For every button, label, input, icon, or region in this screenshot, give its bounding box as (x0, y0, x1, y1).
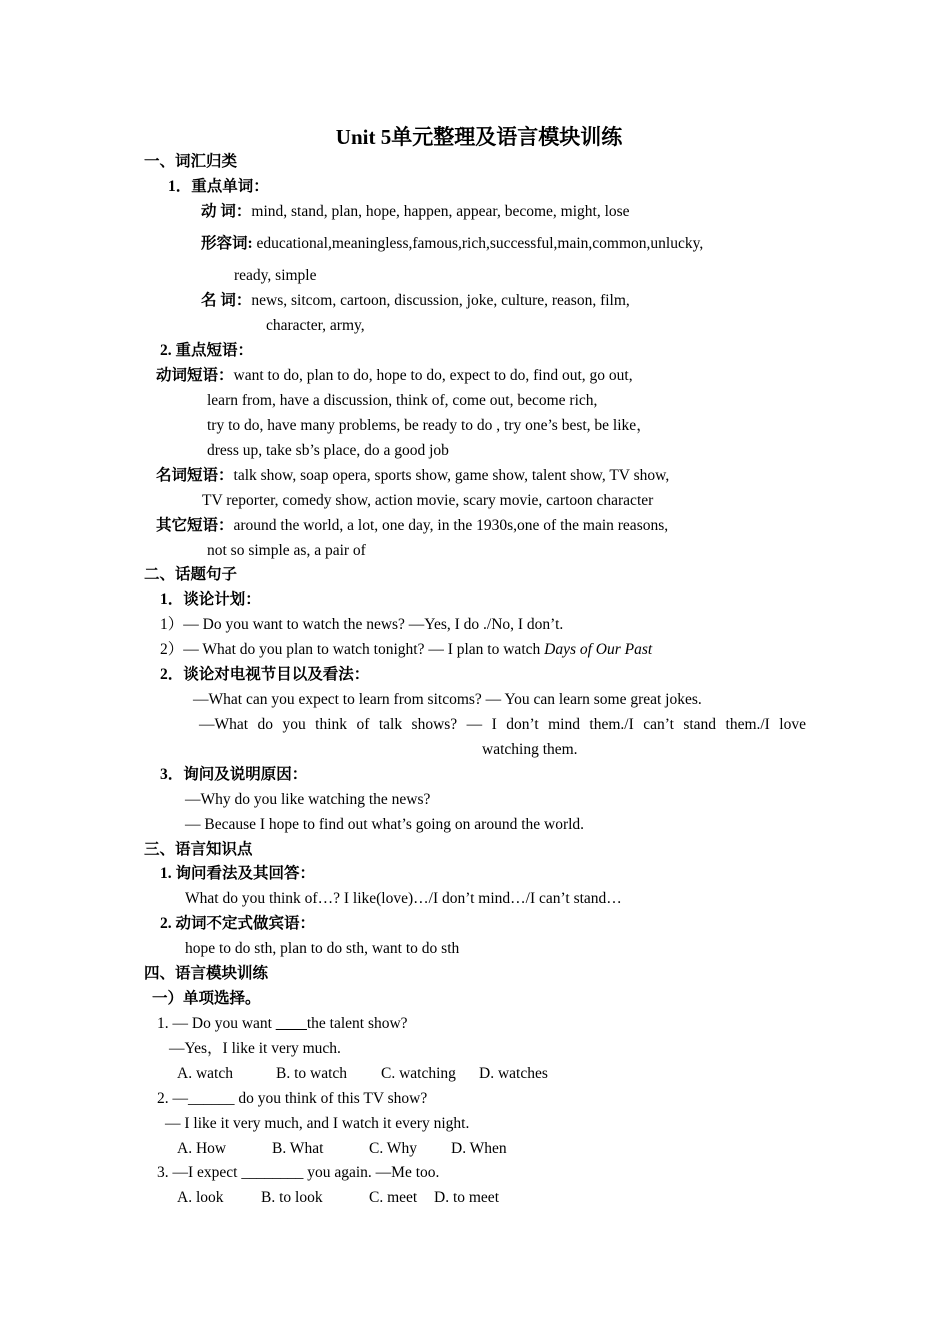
key-words-heading: 1．重点单词： (168, 178, 269, 195)
other-phrases-label: 其它短语： (156, 517, 234, 534)
noun-phrases-cont: TV reporter, comedy show, action movie, scary movie, cartoon character (202, 492, 654, 509)
question-2: 2. —______ do you think of this TV show? (157, 1090, 428, 1107)
nouns-text-cont: character, army, (266, 317, 365, 334)
question-3-option-b: B. to look (261, 1189, 323, 1206)
question-1-response: —Yes，I like it very much. (169, 1040, 341, 1057)
section-1-heading: 一、词汇归类 (144, 153, 238, 170)
other-phrases-line (156, 516, 668, 536)
nouns-label: 名 词： (201, 292, 252, 309)
topic-reasons-line-2: — Because I hope to find out what’s going on around the world. (185, 816, 585, 833)
question-3-option-a: A. look (177, 1189, 224, 1206)
knowledge-1-text: What do you think of…? I like(love)…/I don’t mind…/I can’t stand… (185, 890, 622, 907)
adjectives-text: educational,meaningless,famous,rich,successful,main,common,unlucky, (252, 235, 704, 252)
adjectives-label: 形容词: (201, 235, 253, 252)
topic-opinions-line-3: watching them. (482, 741, 578, 758)
verb-phrases-line (156, 366, 633, 386)
knowledge-2-heading: 2. 动词不定式做宾语： (160, 915, 316, 932)
verb-phrases-text: want to do, plan to do, hope to do, expect to do, find out, go out, (233, 367, 633, 384)
topic-reasons-line-1: —Why do you like watching the news? (185, 791, 431, 808)
section-4-heading: 四、语言模块训练 (144, 965, 269, 982)
other-phrases-cont: not so simple as, a pair of (207, 542, 366, 559)
page-title: Unit 5单元整理及语言模块训练 (335, 125, 623, 149)
topic-plans-line-2-text: 2）— What do you plan to watch tonight? — I plan to watch (160, 641, 545, 658)
topic-opinions-line-1: —What can you expect to learn from sitcoms? — You can learn some great jokes. (193, 691, 702, 708)
question-1-option-d: D. watches (479, 1065, 548, 1082)
question-2-option-c: C. Why (369, 1140, 417, 1157)
noun-phrases-text: talk show, soap opera, sports show, game show, talent show, TV show, (233, 467, 670, 484)
verb-phrases-cont-1: learn from, have a discussion, think of, come out, become rich, (207, 392, 598, 409)
question-1-option-a: A. watch (177, 1065, 233, 1082)
verbs-label: 动 词： (201, 203, 252, 220)
question-2-option-a: A. How (177, 1140, 227, 1157)
question-2-option-d: D. When (451, 1140, 507, 1157)
topic-plans-heading: 1．谈论计划： (160, 591, 261, 608)
noun-phrases-line (156, 466, 669, 486)
question-2-option-b: B. What (272, 1140, 324, 1157)
verbs-line (201, 202, 630, 222)
section-2-heading: 二、话题句子 (144, 566, 238, 583)
question-3-option-c: C. meet (369, 1189, 418, 1206)
verbs-text: mind, stand, plan, hope, happen, appear, become, might, lose (251, 203, 630, 220)
question-1-blank: ____ (275, 1015, 307, 1032)
noun-phrases-label: 名词短语： (156, 467, 234, 484)
show-title: Days of Our Past (544, 641, 653, 658)
question-2-response: — I like it very much, and I watch it every night. (165, 1115, 470, 1132)
topic-plans-line-1: 1）— Do you want to watch the news? —Yes, I do ./No, I don’t. (160, 616, 564, 633)
adjectives-line (201, 234, 703, 254)
multiple-choice-heading: 一）单项选择。 (152, 990, 261, 1007)
question-1 (157, 1014, 408, 1034)
verb-phrases-label: 动词短语： (156, 367, 234, 384)
topic-plans-line-2 (160, 640, 652, 660)
topic-opinions-line-2: —What do you think of talk shows? — I don’t mind them./I can’t stand them./I love (199, 716, 806, 733)
topic-opinions-heading: 2．谈论对电视节目以及看法： (160, 666, 370, 683)
nouns-text: news, sitcom, cartoon, discussion, joke, culture, reason, film, (251, 292, 630, 309)
question-1-suffix: the talent show? (306, 1015, 408, 1032)
question-1-option-c: C. watching (381, 1065, 456, 1082)
question-1-prefix: 1. — Do you want (157, 1015, 276, 1032)
knowledge-2-text: hope to do sth, plan to do sth, want to do sth (185, 940, 460, 957)
key-phrases-heading: 2. 重点短语： (160, 342, 254, 359)
nouns-line (201, 291, 630, 311)
adjectives-text-cont: ready, simple (234, 267, 317, 284)
verb-phrases-cont-3: dress up, take sb’s place, do a good job (207, 442, 449, 459)
question-3-option-d: D. to meet (434, 1189, 499, 1206)
section-3-heading: 三、语言知识点 (144, 841, 253, 858)
other-phrases-text: around the world, a lot, one day, in the 1930s,one of the main reasons, (233, 517, 669, 534)
knowledge-1-heading: 1. 询问看法及其回答： (160, 865, 316, 882)
question-3: 3. —I expect ________ you again. —Me too. (157, 1164, 440, 1181)
verb-phrases-cont-2: try to do, have many problems, be ready to do , try one’s best, be like， (207, 417, 652, 434)
topic-reasons-heading: 3．询问及说明原因： (160, 766, 308, 783)
question-1-option-b: B. to watch (276, 1065, 348, 1082)
